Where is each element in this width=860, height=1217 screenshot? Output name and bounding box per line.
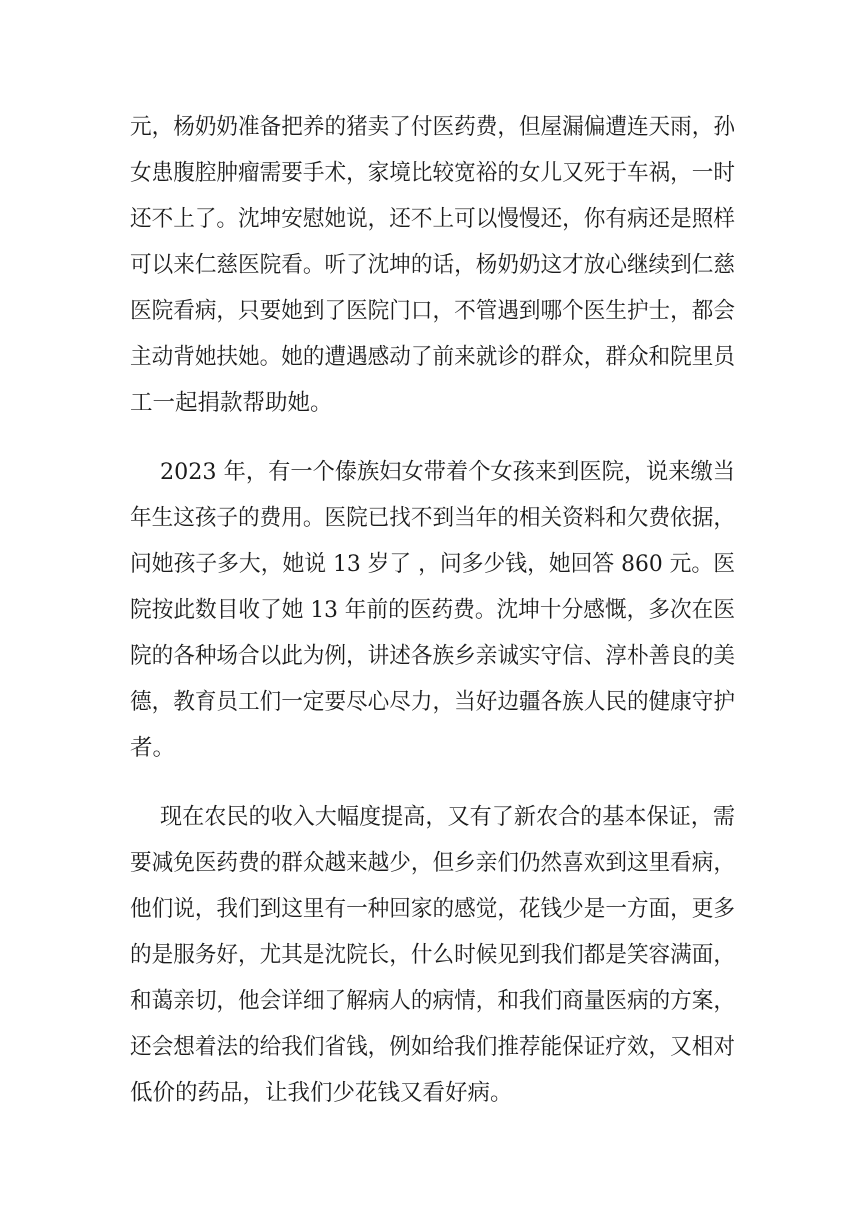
- text-line: 和蔼亲切，他会详细了解病人的病情，和我们商量医病的方案，: [130, 988, 735, 1014]
- text-line: 德，教育员工们一定要尽心尽力，当好边疆各族人民的健康守护: [130, 689, 735, 715]
- text-line: 主动背她扶她。她的遭遇感动了前来就诊的群众，群众和院里员: [130, 344, 735, 370]
- text-line: 问她孩子多大，她说 13 岁了 ，问多少钱，她回答 860 元。医: [130, 551, 735, 577]
- text-line: 院的各种场合以此为例，讲述各族乡亲诚实守信、淳朴善良的美: [130, 643, 735, 669]
- document-body: [130, 104, 735, 1116]
- text-line: 低价的药品，让我们少花钱又看好病。: [130, 1080, 513, 1106]
- paragraph-1: [130, 104, 735, 426]
- text-line: 他们说，我们到这里有一种回家的感觉，花钱少是一方面，更多: [130, 896, 735, 922]
- text-line: 者。: [130, 735, 176, 761]
- text-line: 医院看病，只要她到了医院门口，不管遇到哪个医生护士，都会: [130, 298, 735, 324]
- text-line: 可以来仁慈医院看。听了沈坤的话，杨奶奶这才放心继续到仁慈: [130, 252, 735, 278]
- text-line: 还会想着法的给我们省钱，例如给我们推荐能保证疗效，又相对: [130, 1034, 735, 1060]
- text-line: 年生这孩子的费用。医院已找不到当年的相关资料和欠费依据，: [130, 505, 735, 531]
- text-line: 院按此数目收了她 13 年前的医药费。沈坤十分感慨，多次在医: [130, 597, 735, 623]
- text-line: 现在农民的收入大幅度提高，又有了新农合的基本保证，需: [160, 804, 735, 830]
- paragraph-3: [130, 794, 735, 1116]
- text-line: 的是服务好，尤其是沈院长，什么时候见到我们都是笑容满面，: [130, 942, 735, 968]
- text-line: 元，杨奶奶准备把养的猪卖了付医药费，但屋漏偏遭连天雨，孙: [130, 114, 735, 140]
- text-line: 还不上了。沈坤安慰她说，还不上可以慢慢还，你有病还是照样: [130, 206, 735, 232]
- text-line: 工一起捐款帮助她。: [130, 390, 333, 416]
- text-line: 女患腹腔肿瘤需要手术，家境比较宽裕的女儿又死于车祸，一时: [130, 160, 735, 186]
- text-line: 要减免医药费的群众越来越少，但乡亲们仍然喜欢到这里看病，: [130, 850, 735, 876]
- paragraph-2: [130, 449, 735, 771]
- text-line: 2023 年，有一个傣族妇女带着个女孩来到医院，说来缴当: [160, 459, 735, 485]
